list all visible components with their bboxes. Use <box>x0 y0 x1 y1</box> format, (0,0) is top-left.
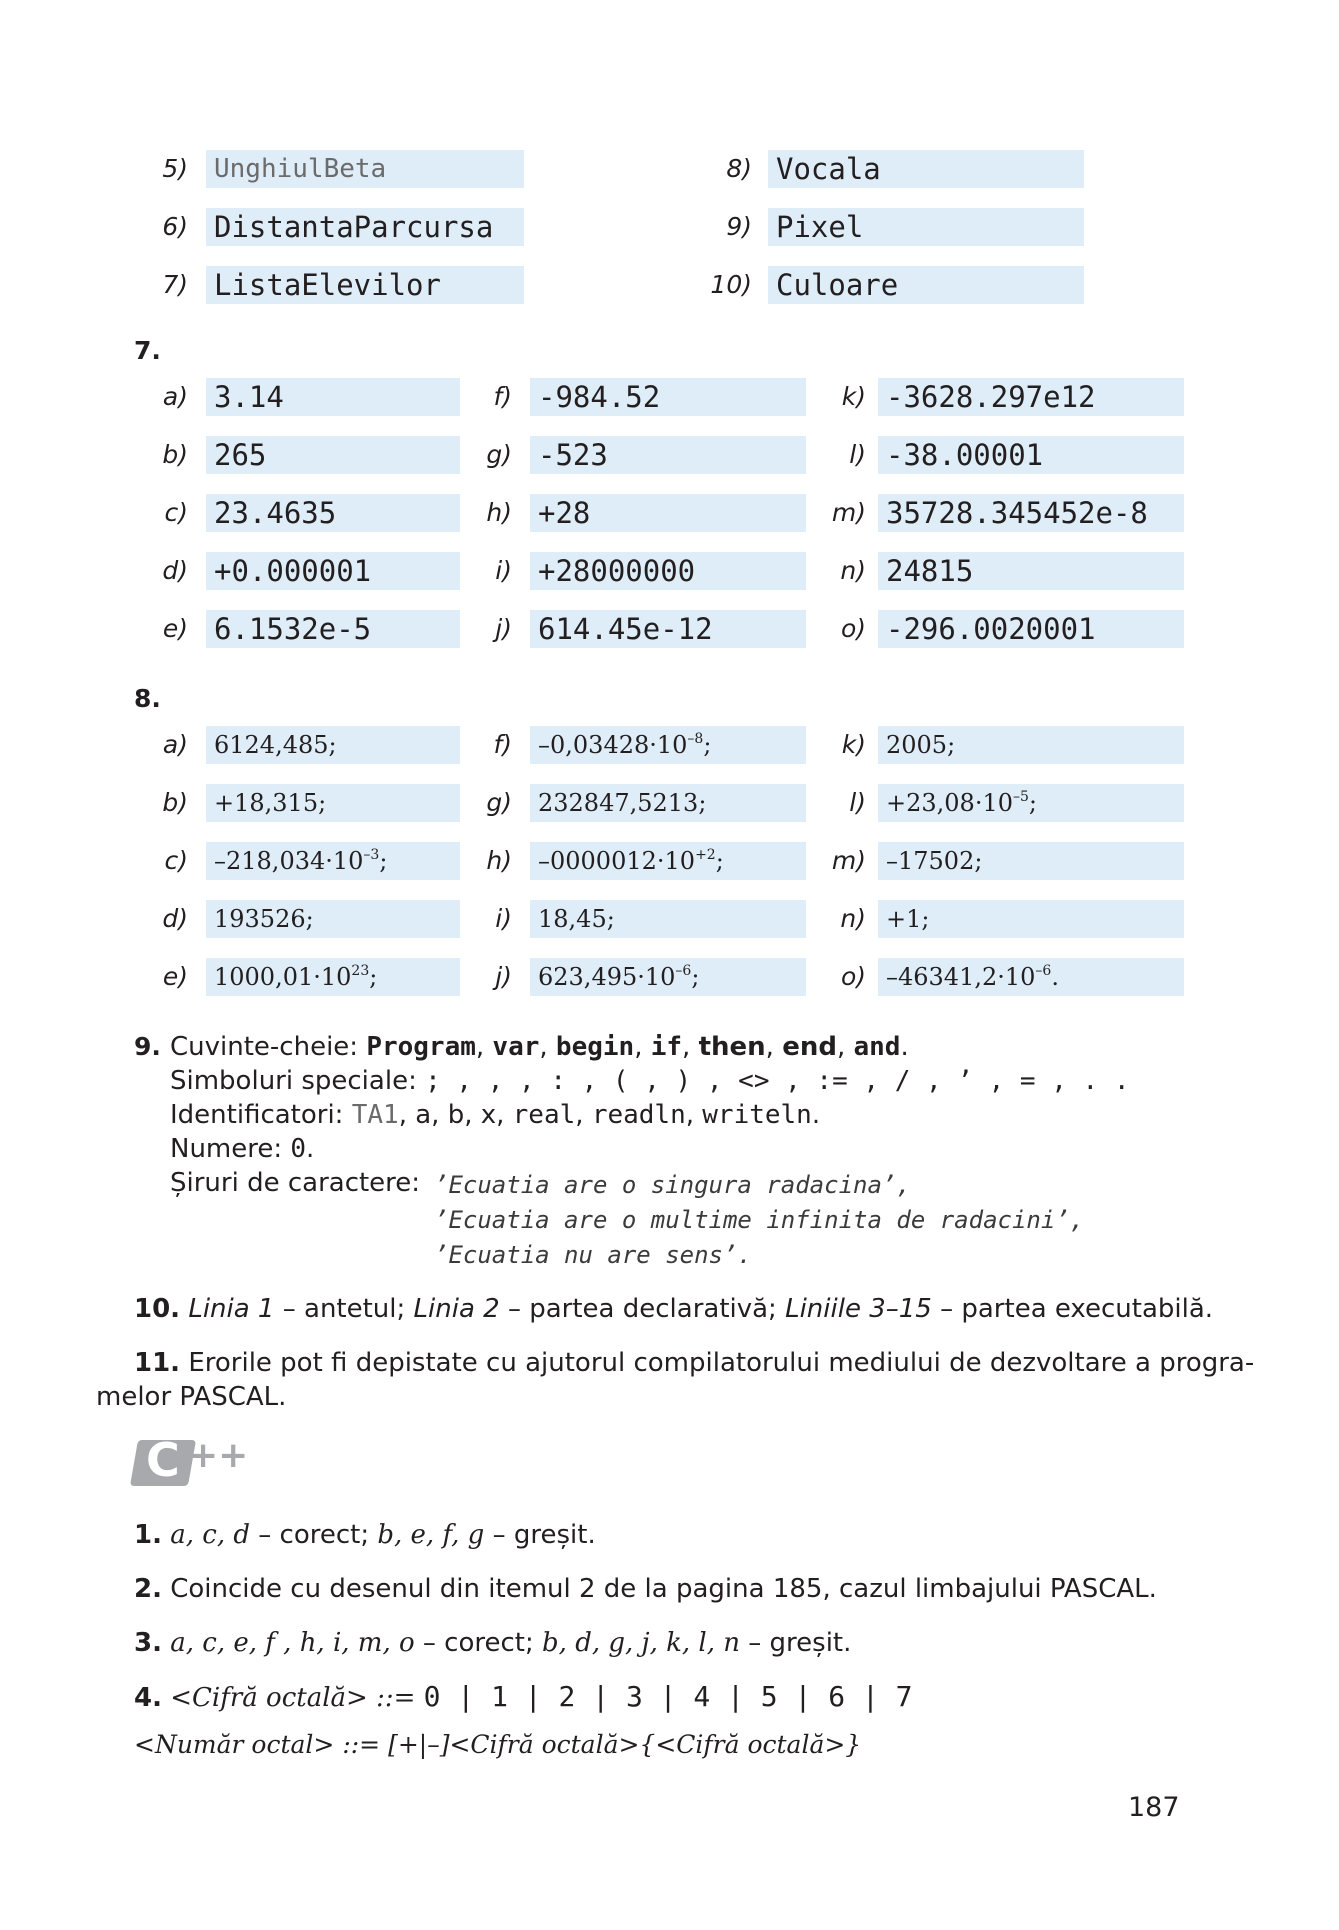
item-label: d) <box>162 904 188 933</box>
item-label: k) <box>841 382 866 411</box>
strings-label: Șiruri de caractere: <box>170 1168 421 1198</box>
number-box: –17502; <box>878 842 1184 880</box>
number-box: +28000000 <box>530 552 806 590</box>
number-box: 6124,485; <box>206 726 460 764</box>
cpp-item-1: 1. a, c, d – corect; b, e, f, g – greșit. <box>134 1520 596 1550</box>
number-box: $+23,08\cdot 10^{-5}$; <box>878 784 1184 822</box>
item-label: 9) <box>726 212 752 241</box>
page-number: 187 <box>1128 1792 1180 1823</box>
item-label: m) <box>831 498 866 527</box>
number-box: -296.0020001 <box>878 610 1184 648</box>
number-box: $-46341,2\cdot 10^{-6}$. <box>878 958 1184 996</box>
number-box: 193526; <box>206 900 460 938</box>
item-label: c) <box>164 846 188 875</box>
exercise-11-line-2: melor PASCAL. <box>96 1382 287 1412</box>
item-label: k) <box>841 730 866 759</box>
number-box: 35728.345452e-8 <box>878 494 1184 532</box>
item-label: i) <box>495 904 512 933</box>
item-label: d) <box>162 556 188 585</box>
item-label: j) <box>495 614 512 643</box>
exercise-11-line-1: 11. Erorile pot fi depistate cu ajutorul compilatorului mediului de dezvoltare a progra- <box>134 1348 1255 1378</box>
item-label: 10) <box>710 270 752 299</box>
cpp-item-3: 3. a, c, e, f , h, i, m, o – corect; b, d, g, j, k, l, n – greșit. <box>134 1628 852 1658</box>
number-box: 232847,5213; <box>530 784 806 822</box>
item-label: 5) <box>162 154 188 183</box>
item-label: 7) <box>162 270 188 299</box>
item-label: l) <box>849 788 866 817</box>
number-box: +0.000001 <box>206 552 460 590</box>
number-box: -523 <box>530 436 806 474</box>
item-label: 8) <box>726 154 752 183</box>
number-box: $-0000012\cdot 10^{+2}$; <box>530 842 806 880</box>
item-label: e) <box>162 962 188 991</box>
item-label: g) <box>486 440 512 469</box>
number-box: -984.52 <box>530 378 806 416</box>
numbers-line: Numere: 0. <box>170 1134 315 1164</box>
item-label: l) <box>849 440 866 469</box>
number-box: $1000,01\cdot 10^{23}$; <box>206 958 460 996</box>
identifier-box: Pixel <box>768 208 1084 246</box>
number-box: 18,45; <box>530 900 806 938</box>
string-literal: ’Ecuatia are o multime infinita de radacini’, <box>434 1206 1085 1234</box>
item-label: h) <box>486 846 512 875</box>
number-box: 2005; <box>878 726 1184 764</box>
number-box: 3.14 <box>206 378 460 416</box>
item-label: f) <box>493 382 512 411</box>
item-label: a) <box>162 382 188 411</box>
number-box: 23.4635 <box>206 494 460 532</box>
exercise-10: 10. Linia 1 – antetul; Linia 2 – partea declarativă; Liniile 3–15 – partea executabilă. <box>134 1294 1214 1324</box>
item-label: i) <box>495 556 512 585</box>
exercise-9-number: 9. <box>134 1032 161 1061</box>
item-label: c) <box>164 498 188 527</box>
identifier-box: Culoare <box>768 266 1084 304</box>
item-label: n) <box>840 556 866 585</box>
item-label: h) <box>486 498 512 527</box>
item-label: m) <box>831 846 866 875</box>
item-label: a) <box>162 730 188 759</box>
item-label: f) <box>493 730 512 759</box>
number-box: 614.45e-12 <box>530 610 806 648</box>
exercise-7-number: 7. <box>134 336 161 365</box>
cpp-item-4-octal-number: <Număr octal> ::= [+|–]<Cifră octală>{<Cifră octală>} <box>134 1730 862 1759</box>
identifier-box: UnghiulBeta <box>206 150 524 188</box>
cpp-logo-icon: C ++ <box>134 1432 244 1488</box>
item-label: e) <box>162 614 188 643</box>
item-label: j) <box>495 962 512 991</box>
identifiers-line: Identificatori: TA1, a, b, x, real, readln, writeln. <box>170 1100 821 1130</box>
identifier-box: DistantaParcursa <box>206 208 524 246</box>
item-label: n) <box>840 904 866 933</box>
string-literal: ’Ecuatia nu are sens’. <box>434 1241 752 1269</box>
number-box: +28 <box>530 494 806 532</box>
item-label: b) <box>162 440 188 469</box>
number-box: $623,495\cdot 10^{-6}$; <box>530 958 806 996</box>
number-box: $-218,034\cdot 10^{-3}$; <box>206 842 460 880</box>
number-box: +1; <box>878 900 1184 938</box>
item-label: o) <box>840 962 866 991</box>
special-symbols-line: Simboluri speciale: ; , , , : , ( , ) , <> , := , / , ’ , = , . . <box>170 1066 1130 1096</box>
cpp-item-2: 2. Coincide cu desenul din itemul 2 de la pagina 185, cazul limbajului PASCAL. <box>134 1574 1157 1604</box>
number-box: -3628.297e12 <box>878 378 1184 416</box>
keywords-line: Cuvinte-cheie: Program, var, begin, if, then, end, and. <box>170 1032 909 1062</box>
identifier-box: Vocala <box>768 150 1084 188</box>
item-label: 6) <box>162 212 188 241</box>
number-box: $-0,03428\cdot 10^{-8}$; <box>530 726 806 764</box>
cpp-item-4: 4. <Cifră octală> ::= 0 | 1 | 2 | 3 | 4 | 5 | 6 | 7 <box>134 1680 913 1713</box>
identifier-box: ListaElevilor <box>206 266 524 304</box>
item-label: g) <box>486 788 512 817</box>
item-label: o) <box>840 614 866 643</box>
number-box: +18,315; <box>206 784 460 822</box>
number-box: 265 <box>206 436 460 474</box>
number-box: 6.1532e-5 <box>206 610 460 648</box>
number-box: 24815 <box>878 552 1184 590</box>
item-label: b) <box>162 788 188 817</box>
exercise-8-number: 8. <box>134 684 161 713</box>
string-literal: ’Ecuatia are o singura radacina’, <box>434 1171 911 1199</box>
number-box: -38.00001 <box>878 436 1184 474</box>
